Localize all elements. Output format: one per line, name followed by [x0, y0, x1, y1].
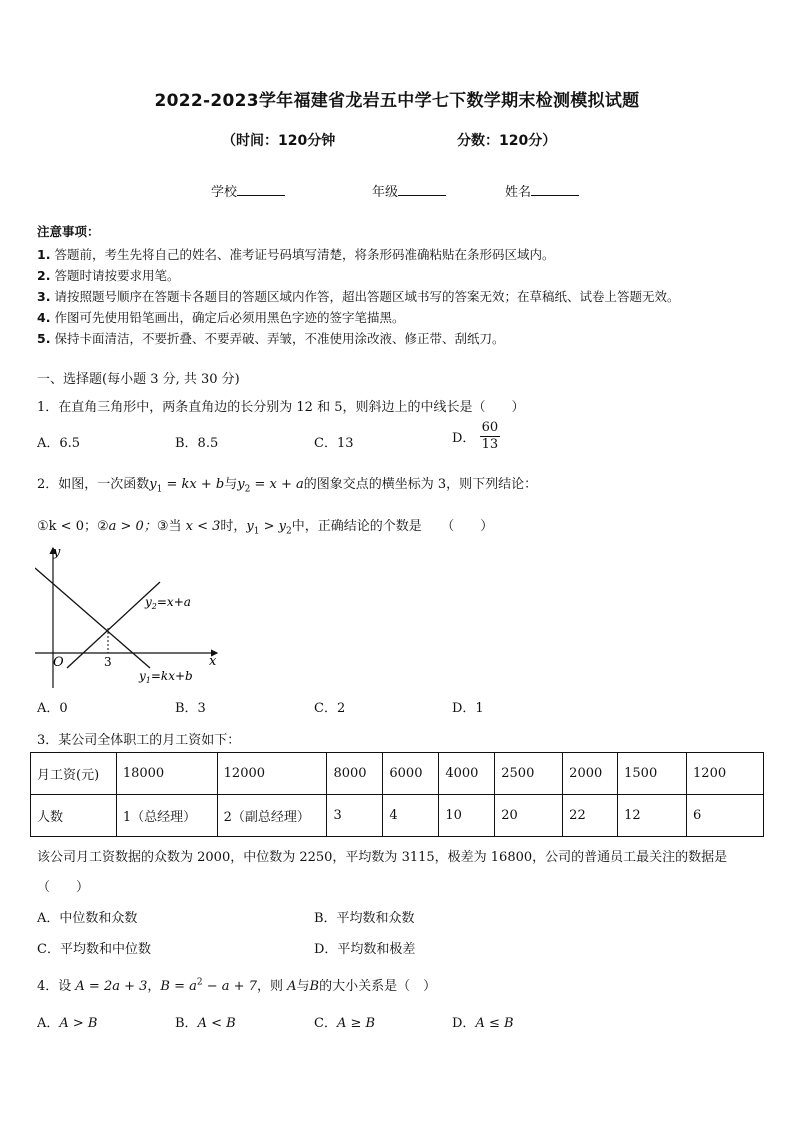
note-item [37, 287, 679, 305]
table-cell: 3 [327, 795, 383, 837]
option-expr: A ≤ B [475, 1016, 514, 1031]
q3-answer-paren: （ ） [37, 880, 90, 895]
q2-conclusion-3-x: x < 3 [185, 519, 221, 534]
q4-post-a: ，则 [256, 979, 288, 994]
school-field [211, 181, 285, 200]
q2-text-end: 的图象交点的横坐标为 3，则下列结论： [303, 477, 538, 492]
q3-option-c: C．平均数和中位数 [37, 942, 151, 957]
q2-conclusion-3-y1-sub: 1 [253, 526, 260, 537]
q2-option-c: C．2 [314, 701, 346, 716]
table-cell: 6000 [383, 753, 439, 795]
q1-option-a: A．6.5 [37, 436, 81, 451]
table-cell: 4000 [439, 753, 495, 795]
q2-option-b: B．3 [175, 701, 206, 716]
q4-sep: ， [147, 979, 161, 994]
note-item [37, 308, 404, 326]
grade-blank [398, 183, 446, 196]
note-text: 保持卡面清洁，不要折叠、不要弄破、弄皱，不准使用涂改液、修正带、刮纸刀。 [54, 331, 505, 346]
option-label: C． [314, 1016, 337, 1031]
q4-post-c: 的大小关系是（ ） [319, 979, 437, 994]
svg-text:y1=kx+b: $y_1=kx+b$ [139, 669, 193, 685]
svg-text:y2=x+a: $y_2=x+a$ [145, 595, 191, 611]
question-3: 3．某公司全体职工的月工资如下： [37, 733, 241, 748]
q2-y2-sub: 2 [244, 484, 251, 495]
q2-function-graph [35, 540, 225, 690]
fraction-numerator: 60 [481, 420, 499, 435]
q4-pre: 4．设 [37, 979, 76, 994]
table-cell: 1500 [618, 753, 687, 795]
table-cell: 10 [439, 795, 495, 837]
table-cell: 2（副总经理） [217, 795, 327, 837]
note-text: 答题前，考生先将自己的姓名、准考证号码填写清楚，将条形码准确粘贴在条形码区域内。 [54, 247, 555, 262]
q2-conclusion-2: a > 0； [108, 519, 157, 534]
question-2 [37, 473, 537, 495]
option-label: B． [175, 1016, 198, 1031]
wage-table [30, 752, 764, 837]
name-field [505, 181, 579, 200]
school-label: 学校 [211, 185, 238, 200]
q1-option-b: B．8.5 [175, 436, 219, 451]
q2-eq2: = x + a [250, 477, 304, 492]
table-cell: 月工资(元) [31, 753, 117, 795]
q2-conclusion-3-pre: ③当 [156, 519, 186, 534]
school-blank [237, 183, 285, 196]
grade-label: 年级 [372, 185, 399, 200]
y-axis-label: y [53, 545, 61, 560]
q2-y1-sub: 1 [156, 484, 163, 495]
table-cell: 1（总经理） [116, 795, 217, 837]
notes-heading: 注意事项： [37, 224, 100, 239]
option-expr: A < B [197, 1016, 236, 1031]
q1-option-c: C．13 [314, 436, 354, 451]
section-heading: 一、选择题(每小题 3 分, 共 30 分) [37, 372, 240, 387]
table-cell: 4 [383, 795, 439, 837]
q2-y2: y [237, 477, 245, 492]
question-1: 1．在直角三角形中，两条直角边的长分别为 12 和 5，则斜边上的中线长是（ ） [37, 400, 525, 415]
table-cell: 6 [687, 795, 764, 837]
table-cell: 20 [495, 795, 563, 837]
q1-option-d-label: D． [452, 431, 476, 446]
q3-option-a: A．中位数和众数 [37, 911, 138, 926]
q2-text-start: 2．如图，一次函数 [37, 477, 150, 492]
q4-option-b [175, 1012, 236, 1031]
question-4 [37, 975, 436, 994]
x-axis-label: x [209, 654, 217, 669]
q2-option-a: A．0 [37, 701, 68, 716]
note-num: 2. [37, 268, 51, 283]
table-row [31, 753, 764, 795]
q3-description: 该公司月工资数据的众数为 2000，中位数为 2250，平均数为 3115，极差为 16800，公司的普通员工最关注的数据是 [37, 850, 728, 865]
option-expr: A ≥ B [336, 1016, 376, 1031]
q2-conclusion-3-gt: > [259, 519, 279, 534]
option-label: A． [37, 1016, 60, 1031]
name-blank [531, 183, 579, 196]
q2-conclusion-3-y2-sub: 2 [286, 526, 292, 537]
q4-expr-b: B = a [160, 979, 197, 994]
q4-name-b: B [309, 979, 320, 994]
option-label: D． [452, 1016, 476, 1031]
q4-option-d [452, 1012, 514, 1031]
tick-3-label: 3 [104, 655, 112, 669]
note-item [37, 245, 554, 263]
note-text: 请按照题号顺序在答题卡各题目的答题区域内作答，超出答题区域书写的答案无效；在草稿纸、试卷上答题无效。 [54, 289, 680, 304]
label-y2 [144, 595, 191, 611]
table-cell: 18000 [116, 753, 217, 795]
table-cell: 12 [618, 795, 687, 837]
table-cell: 2000 [563, 753, 618, 795]
grade-field [372, 181, 446, 200]
q2-conclusion-3-when: 时， [220, 519, 247, 534]
q2-conclusion-1: ①k < 0； [37, 519, 97, 534]
q1-option-d-fraction [480, 420, 501, 453]
name-label: 姓名 [505, 185, 532, 200]
q4-expr-b-rest: − a + 7 [202, 979, 257, 994]
q4-expr-b-sup: 2 [196, 977, 203, 988]
exam-time: （时间：120分钟 [222, 133, 336, 149]
q4-option-c [314, 1012, 375, 1031]
note-num: 4. [37, 310, 51, 325]
q4-name-a: A [287, 979, 297, 994]
fraction-denominator: 13 [481, 437, 499, 452]
option-expr: A > B [59, 1016, 98, 1031]
q2-conclusions [37, 515, 493, 537]
table-cell: 人数 [31, 795, 117, 837]
note-num: 5. [37, 331, 51, 346]
q2-option-d: D．1 [452, 701, 484, 716]
note-text: 作图可先使用铅笔画出，确定后必须用黑色字迹的签字笔描黑。 [54, 310, 405, 325]
note-num: 1. [37, 247, 51, 262]
page-title: 2022-2023学年福建省龙岩五中学七下数学期末检测模拟试题 [154, 91, 640, 111]
q2-mid: 与 [224, 477, 238, 492]
origin-label: O [53, 655, 64, 670]
table-cell: 1200 [687, 753, 764, 795]
note-num: 3. [37, 289, 51, 304]
q3-option-d: D．平均数和极差 [314, 942, 416, 957]
q2-conclusion-3-end: 中，正确结论的个数是 （ ） [291, 519, 494, 534]
q2-conclusion-3-y1: y [246, 519, 254, 534]
q2-y1: y [149, 477, 157, 492]
table-cell: 22 [563, 795, 618, 837]
q4-post-b: 与 [296, 979, 310, 994]
q2-conclusion-2-num: ② [96, 519, 109, 534]
q3-option-b: B．平均数和众数 [314, 911, 415, 926]
table-cell: 12000 [217, 753, 327, 795]
note-text: 答题时请按要求用笔。 [54, 268, 180, 283]
note-item [37, 266, 179, 284]
q2-conclusion-3-y2: y [278, 519, 287, 534]
table-cell: 2500 [495, 753, 563, 795]
table-row [31, 795, 764, 837]
q1-option-d [452, 420, 500, 453]
q2-eq1: = kx + b [162, 477, 225, 492]
table-cell: 8000 [327, 753, 383, 795]
label-y1 [138, 669, 193, 685]
q4-expr-a: A = 2a + 3 [75, 979, 148, 994]
exam-score: 分数：120分） [457, 133, 557, 149]
note-item [37, 329, 504, 347]
q4-option-a [37, 1012, 98, 1031]
